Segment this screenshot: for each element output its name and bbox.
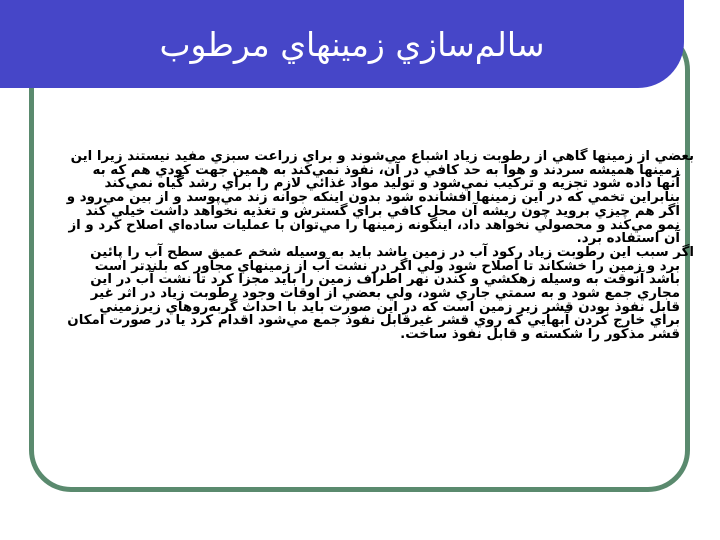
slide-body <box>62 150 694 342</box>
paragraph-1: بعضي از زمينها گاهي از رطوبت زياد اشباع مي‌شوند و براي زراعت سبزي مفيد نيستند زيرا اين زمينها هميشه سردند و هوا به حد كافي در آن، نفوذ نمي‌كند به همين جهت كودي هم كه به آنها داده شود تجزيه و تركيب نمي‌شود و توليد مواد غذائي لازم را براي رشد گياه نمي‌كند بنابراين تخمي كه در اين زمينها افشانده شود بدون اينكه جوانه زند مي‌پوسد و از بين مي‌رود و اگر هم چيزي برويد چون ريشه آن محل كافي براي گسترش و تغذيه نخواهد داشت خيلي كند نمو مي‌كند و محصولي نخواهد داد، اينگونه زمينها را مي‌توان با عمليات ساده‌اي اصلاح كرد و از آن استفاده برد. <box>66 149 694 247</box>
slide-title: سالم‌سازي زمينهاي مرطوب <box>159 24 545 64</box>
title-bar <box>0 0 684 88</box>
paragraph-2: اگر سبب اين رطوبت زياد ركود آب در زمين باشد بايد به وسيله شخم عميق سطح آب را پائين برد و زمين را خشكاند تا اصلاح شود ولي اگر در نشت آب از زمينهاي مجاور كه بلندتر است باشد آنوقت به وسيله زهكشي و كندن نهر اطراف زمين را بايد مجزا كرد تا نشت آب در اين مجاري جمع شود و به سمتي جاري شود، ولي بعضي از اوقات وجود رطوبت زياد در اثر غير قابل نفوذ بودن قشر زير زمين است كه در اين صورت بايد با احداث گربه‌روهاي زيرزميني براي خارج كردن آبهايي كه روي قشر غيرقابل نفوذ جمع مي‌شود اقدام كرد يا در صورت امكان قشر مذكور را شكسته و قابل نفوذ ساخت. <box>67 244 694 343</box>
